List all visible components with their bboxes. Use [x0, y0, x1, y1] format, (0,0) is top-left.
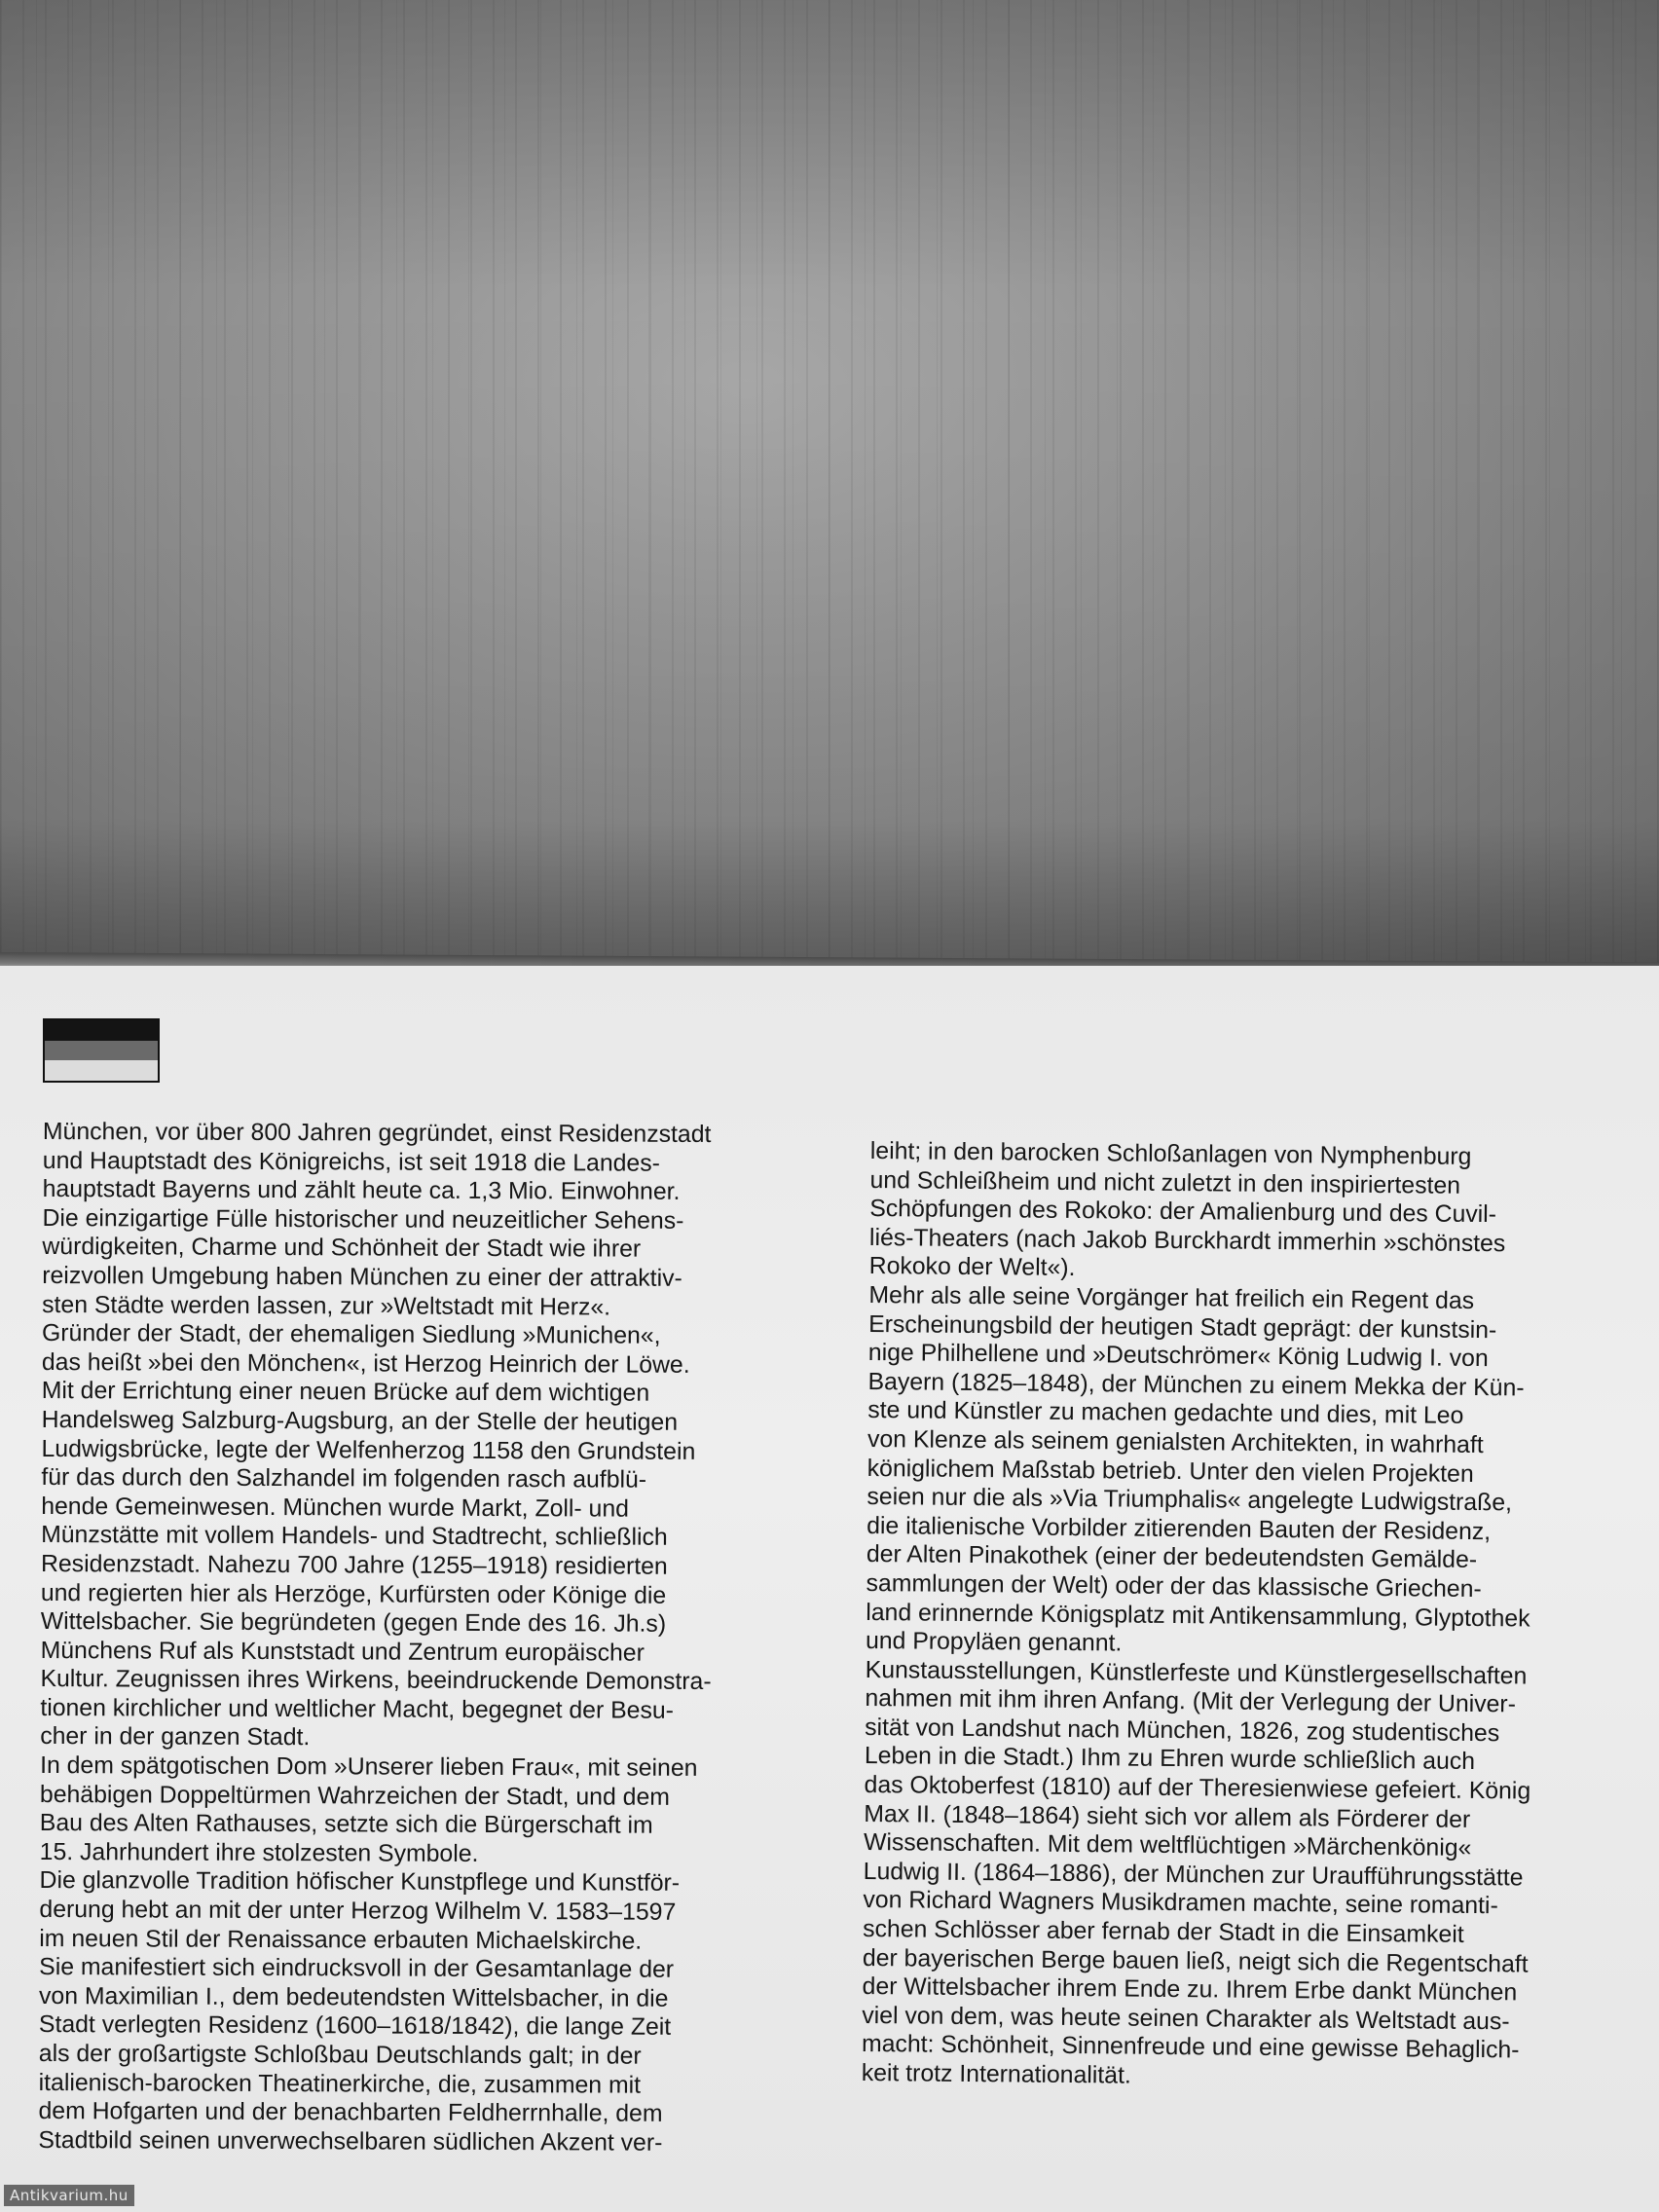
text-line: Ludwigsbrücke, legte der Welfenherzog 1158 den Grundstein	[41, 1435, 696, 1465]
text-line: Gründer der Stadt, der ehemaligen Siedlung »Munichen«,	[41, 1320, 661, 1349]
text-line: Ludwig II. (1864–1886), der München zur Uraufführungsstätte	[863, 1858, 1524, 1892]
text-line: liés-Theaters (nach Jakob Burckhardt immerhin »schönstes	[868, 1224, 1506, 1258]
text-line: Stadtbild seinen unverwechselbaren südlichen Akzent ver-	[38, 2126, 663, 2157]
text-line: Rokoko der Welt«).	[868, 1253, 1076, 1282]
text-line: cher in der ganzen Stadt.	[40, 1723, 311, 1751]
text-line: das Oktoberfest (1810) auf der Theresienwiese gefeiert. König	[864, 1772, 1531, 1805]
text-line: Handelsweg Salzburg-Augsburg, an der Stelle der heutigen	[41, 1406, 679, 1436]
text-line: leiht; in den barocken Schloßanlagen von Nymphenburg	[869, 1138, 1472, 1170]
text-line: Die einzigartige Fülle historischer und neuzeitlicher Sehens-	[42, 1204, 684, 1235]
text-line: und Schleißheim und nicht zuletzt in den inspiriertesten	[869, 1166, 1461, 1199]
text-line: als der großartigste Schloßbau Deutschlands galt; in der	[38, 2040, 642, 2070]
text-line: sammlungen der Welt) oder der das klassische Griechen-	[866, 1569, 1482, 1603]
text-line: Wittelsbacher. Sie begründeten (gegen Ende des 16. Jh.s)	[40, 1608, 667, 1638]
text-line: Wissenschaften. Mit dem weltflüchtigen »Märchenkönig«	[863, 1829, 1472, 1862]
text-line: behäbigen Doppeltürmen Wahrzeichen der Stadt, und dem	[39, 1781, 670, 1811]
wall-shading	[0, 0, 1659, 964]
text-line: schen Schlösser aber fernab der Stadt in die Einsamkeit	[863, 1915, 1464, 1948]
text-line: hauptstadt Bayerns und zählt heute ca. 1,3 Mio. Einwohner.	[42, 1176, 681, 1206]
text-line: Max II. (1848–1864) sieht sich vor allem als Förderer der	[864, 1800, 1471, 1833]
text-line: sten Städte werden lassen, zur »Weltstadt mit Herz«.	[42, 1291, 611, 1321]
watermark: Antikvarium.hu	[4, 2185, 134, 2206]
text-line: von Maximilian I., dem bedeutendsten Wittelsbacher, in die	[39, 1982, 669, 2012]
text-line: Sie manifestiert sich eindrucksvoll in der Gesamtanlage der	[39, 1954, 675, 1984]
text-line: tionen kirchlicher und weltlicher Macht, begegnet der Besu-	[40, 1694, 675, 1724]
text-line: der Alten Pinakothek (einer der bedeutendsten Gemälde-	[866, 1541, 1478, 1574]
text-line: für das durch den Salzhandel im folgenden rasch aufblü-	[41, 1464, 647, 1493]
text-line: Stadt verlegten Residenz (1600–1618/1842), die lange Zeit	[38, 2011, 672, 2042]
flag-icon	[43, 1018, 160, 1083]
text-line: land erinnernde Königsplatz mit Antikensammlung, Glyptothek	[866, 1599, 1530, 1633]
text-line: Bayern (1825–1848), der München zu einem Mekka der Kün-	[867, 1368, 1525, 1402]
text-line: der bayerischen Berge bauen ließ, neigt sich die Regentschaft	[862, 1944, 1529, 1978]
text-line: Kultur. Zeugnissen ihres Wirkens, beeindruckende Demonstra-	[40, 1666, 712, 1696]
text-line: nige Philhellene und »Deutschrömer« König Ludwig I. von	[867, 1340, 1489, 1373]
text-line: Leben in die Stadt.) Ihm zu Ehren wurde schließlich auch	[864, 1743, 1476, 1776]
text-line: sität von Landshut nach München, 1826, zog studentisches	[865, 1714, 1500, 1748]
text-line: Bau des Alten Rathauses, setzte sich die Bürgerschaft im	[39, 1810, 653, 1839]
text-line: von Klenze als seinem genialsten Architekten, in wahrhaft	[866, 1425, 1484, 1458]
text-line: Münchens Ruf als Kunststadt und Zentrum europäischer	[40, 1637, 645, 1667]
text-line: Schöpfungen des Rokoko: der Amalienburg und des Cuvil-	[869, 1196, 1497, 1229]
text-line: und regierten hier als Herzöge, Kurfürsten oder Könige die	[40, 1579, 667, 1609]
text-line: Mit der Errichtung einer neuen Brücke auf dem wichtigen	[41, 1378, 650, 1408]
text-line: würdigkeiten, Charme und Schönheit der Stadt wie ihrer	[42, 1234, 642, 1264]
text-line: das heißt »bei den Mönchen«, ist Herzog Heinrich der Löwe.	[41, 1348, 690, 1379]
text-line: In dem spätgotischen Dom »Unserer lieben Frau«, mit seinen	[40, 1752, 698, 1783]
text-line: 15. Jahrhundert ihre stolzesten Symbole.	[39, 1838, 479, 1867]
text-line: Mehr als alle seine Vorgänger hat freilich ein Regent das	[868, 1281, 1475, 1314]
text-column-left	[38, 1118, 822, 2158]
text-line: dem Hofgarten und der benachbarten Feldherrnhalle, dem	[38, 2098, 663, 2127]
text-line: Die glanzvolle Tradition höfischer Kunstpflege und Kunstför-	[39, 1867, 681, 1898]
text-line: seien nur die als »Via Triumphalis« angelegte Ludwigstraße,	[866, 1484, 1513, 1517]
flag-stripe-top	[45, 1020, 158, 1041]
text-line: und Propyläen genannt.	[865, 1628, 1123, 1657]
text-line: Kunstausstellungen, Künstlerfeste und Künstlergesellschaften	[865, 1656, 1528, 1690]
text-line: ste und Künstler zu machen gedachte und dies, mit Leo	[867, 1397, 1464, 1430]
text-line: reizvollen Umgebung haben München zu einer der attraktiv-	[42, 1262, 682, 1292]
text-line: und Hauptstadt des Königreichs, ist seit 1918 die Landes-	[42, 1147, 660, 1177]
text-line: Erscheinungsbild der heutigen Stadt geprägt: der kunstsin-	[868, 1310, 1497, 1344]
text-line: derung hebt an mit der unter Herzog Wilhelm V. 1583–1597	[39, 1897, 677, 1926]
text-line: der Wittelsbacher ihrem Ende zu. Ihrem Erbe dankt München	[862, 1973, 1518, 2007]
text-line: italienisch-barocken Theatinerkirche, die, zusammen mit	[38, 2069, 642, 2099]
text-line: von Richard Wagners Musikdramen machte, seine romanti-	[863, 1887, 1498, 1920]
text-line: macht: Schönheit, Sinnenfreude und eine gewisse Behaglich-	[861, 2031, 1520, 2064]
text-line: königlichem Maßstab betrieb. Unter den vielen Projekten	[866, 1455, 1474, 1488]
flag-stripe-bottom	[45, 1060, 158, 1081]
text-line: nahmen mit ihm ihren Anfang. (Mit der Verlegung der Univer-	[865, 1685, 1517, 1718]
text-line: hende Gemeinwesen. München wurde Markt, Zoll- und	[41, 1493, 630, 1523]
text-line: die italienische Vorbilder zitierenden Bauten der Residenz,	[866, 1512, 1492, 1545]
text-column-right	[862, 1137, 1649, 2095]
text-line: Münzstätte mit vollem Handels- und Stadtrecht, schließlich	[41, 1522, 668, 1552]
text-line: keit trotz Internationalität.	[861, 2059, 1131, 2089]
text-line: viel von dem, was heute seinen Charakter als Weltstadt aus-	[862, 2002, 1510, 2036]
flag-stripe-middle	[45, 1041, 158, 1061]
text-line: im neuen Stil der Renaissance erbauten Michaelskirche.	[39, 1925, 643, 1955]
text-line: München, vor über 800 Jahren gegründet, einst Residenzstadt	[42, 1119, 712, 1148]
text-line: Residenzstadt. Nahezu 700 Jahre (1255–1918) residierten	[40, 1550, 668, 1580]
